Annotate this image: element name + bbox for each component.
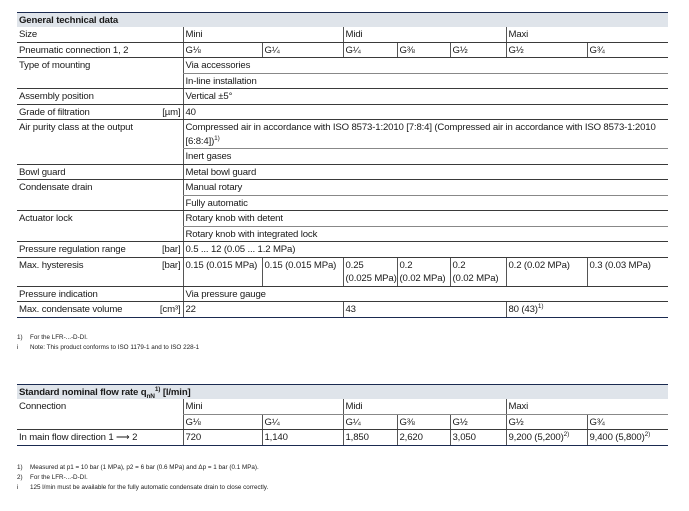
drain-value-1: Manual rotary — [183, 180, 668, 196]
footnote-ref: 2) — [563, 430, 570, 438]
footnote-mark: 1) — [17, 464, 23, 471]
mounting-value-1: Via accessories — [183, 58, 668, 74]
condensate-row — [17, 302, 668, 318]
note-text: 125 l/min must be available for the fully automatic condensate drain to close correctly. — [30, 484, 269, 491]
pressure-range-row — [17, 242, 668, 258]
cond-maxi — [506, 302, 668, 318]
flow-table-title — [17, 385, 668, 400]
pressure-indication-row — [17, 286, 668, 302]
pneu-cell: G¼ — [262, 42, 343, 58]
flow-pneu-row — [17, 414, 668, 430]
purity-label: Air purity class at the output — [19, 122, 133, 133]
info-icon: i — [17, 344, 19, 351]
mounting-row — [17, 58, 668, 74]
hyst-cell — [397, 257, 450, 286]
connection-label: Connection — [19, 401, 67, 412]
hyst-cell: 0.3 (0.03 MPa) — [587, 257, 668, 286]
footnote — [17, 463, 268, 473]
pind-label: Pressure indication — [17, 286, 183, 302]
hyst-value: 0.2 — [452, 259, 466, 271]
pneu-cell: G⅜ — [397, 414, 450, 430]
note — [17, 483, 268, 493]
footnote — [17, 473, 268, 483]
assembly-label: Assembly position — [17, 89, 183, 105]
drain-value-2: Fully automatic — [183, 195, 668, 211]
prange-label: Pressure regulation range — [17, 242, 155, 258]
hyst-value: 0.2 — [399, 259, 413, 271]
pind-value: Via pressure gauge — [183, 286, 668, 302]
cond-label: Max. condensate volume — [17, 302, 155, 318]
hysteresis-row — [17, 257, 668, 286]
flow-value: 3,050 — [450, 430, 506, 446]
size-row — [17, 27, 668, 42]
actuator-value-1: Rotary knob with detent — [183, 211, 668, 227]
cond-unit: [cm³] — [155, 302, 183, 318]
flow-value — [587, 430, 668, 446]
conn-mini: Mini — [183, 399, 343, 414]
size-maxi: Maxi — [506, 27, 668, 42]
purity-text: Compressed air in accordance with ISO 8573-1:2010 [7:8:4] (Compressed air in accordance with ISO 8573-1:2010 [6:8:4]) — [185, 122, 656, 147]
direction-label: In main flow direction 1 ⟶ 2 — [17, 430, 183, 446]
flow-value-text: 9,200 (5,200) — [508, 432, 564, 443]
assembly-value: Vertical ±5° — [183, 89, 668, 105]
cond-mini: 22 — [183, 302, 343, 318]
flow-value: 1,850 — [343, 430, 397, 446]
drain-row — [17, 180, 668, 196]
purity-value — [183, 120, 668, 149]
footnote-ref: 2) — [644, 430, 651, 438]
filtration-value: 40 — [183, 104, 668, 120]
bowl-value: Metal bowl guard — [183, 164, 668, 180]
pneu-cell: G½ — [506, 414, 587, 430]
table-title: General technical data — [17, 13, 668, 28]
flow-title-unit: [l/min] — [160, 387, 191, 398]
hyst-cell: 0.2 (0.02 MPa) — [506, 257, 587, 286]
size-midi: Midi — [343, 27, 506, 42]
hyst-value: 0.25 — [345, 259, 364, 271]
filtration-unit: [µm] — [155, 104, 183, 120]
footnote-text: For the LFR-...-D-DI. — [30, 334, 88, 341]
actuator-value-2: Rotary knob with integrated lock — [183, 226, 668, 242]
footnote-mark: 2) — [17, 474, 23, 481]
flow-direction-row — [17, 430, 668, 446]
hyst-label: Max. hysteresis — [17, 257, 155, 286]
pneu-cell: G¼ — [262, 414, 343, 430]
pneu-cell: G¾ — [587, 414, 668, 430]
hyst-cell — [343, 257, 397, 286]
pneu-cell: G⅛ — [183, 42, 262, 58]
note — [17, 343, 199, 353]
purity-value-2: Inert gases — [183, 149, 668, 165]
footnote-ref: 1) — [537, 302, 544, 310]
info-icon: i — [17, 484, 19, 491]
pneu-cell: G½ — [450, 42, 506, 58]
flow-value: 720 — [183, 430, 262, 446]
prange-unit: [bar] — [155, 242, 183, 258]
pneu-cell: G½ — [506, 42, 587, 58]
conn-maxi: Maxi — [506, 399, 668, 414]
purity-row — [17, 120, 668, 149]
conn-midi: Midi — [343, 399, 506, 414]
hyst-cell — [450, 257, 506, 286]
connection-row — [17, 399, 668, 414]
actuator-row — [17, 211, 668, 227]
mounting-label: Type of mounting — [19, 60, 91, 71]
flow-rate-table — [17, 384, 668, 446]
footnote-text: Measured at p1 = 10 bar (1 MPa), p2 = 6 bar (0.6 MPa) and Δp = 1 bar (0.1 MPa). — [30, 464, 259, 471]
drain-label: Condensate drain — [19, 182, 93, 193]
pneu-cell: G½ — [450, 414, 506, 430]
hyst-cell: 0.15 (0.015 MPa) — [262, 257, 343, 286]
cond-maxi-text: 80 (43) — [508, 304, 538, 315]
footnote-mark: 1) — [17, 334, 23, 341]
flow-title-subscript: nN — [146, 392, 155, 399]
pneu-cell: G¾ — [587, 42, 668, 58]
filtration-label: Grade of filtration — [17, 104, 155, 120]
general-technical-data-table — [17, 12, 668, 318]
pneu-cell: G¼ — [343, 414, 397, 430]
flow-title-text: Standard nominal flow rate q — [19, 387, 147, 398]
pneumatic-row — [17, 42, 668, 58]
cond-midi: 43 — [343, 302, 506, 318]
hyst-unit: [bar] — [155, 257, 183, 286]
footnotes-2 — [17, 463, 268, 493]
hyst-mpa: (0.02 MPa) — [452, 273, 499, 284]
size-label: Size — [17, 27, 183, 42]
footnote-ref: 1) — [154, 385, 161, 393]
hyst-mpa: (0.02 MPa) — [399, 273, 446, 284]
footnote-text: For the LFR-...-D-DI. — [30, 474, 88, 481]
pneu-cell: G¼ — [343, 42, 397, 58]
mounting-value-2: In-line installation — [183, 73, 668, 89]
footnotes-1 — [17, 333, 199, 353]
pneu-cell: G⅜ — [397, 42, 450, 58]
prange-value: 0.5 ... 12 (0.05 ... 1.2 MPa) — [183, 242, 668, 258]
footnote — [17, 333, 199, 343]
bowl-label: Bowl guard — [17, 164, 183, 180]
size-mini: Mini — [183, 27, 343, 42]
pneu-cell: G⅛ — [183, 414, 262, 430]
filtration-row — [17, 104, 668, 120]
assembly-row — [17, 89, 668, 105]
note-text: Note: This product conforms to ISO 1179-1 and to ISO 228-1 — [30, 344, 200, 351]
hyst-mpa: (0.025 MPa) — [345, 273, 397, 284]
footnote-ref: 1) — [214, 134, 220, 142]
flow-value-text: 9,400 (5,800) — [589, 432, 645, 443]
actuator-label: Actuator lock — [19, 213, 73, 224]
pneumatic-label: Pneumatic connection 1, 2 — [17, 42, 183, 58]
flow-value: 2,620 — [397, 430, 450, 446]
flow-value — [506, 430, 587, 446]
flow-value: 1,140 — [262, 430, 343, 446]
bowl-row — [17, 164, 668, 180]
hyst-cell: 0.15 (0.015 MPa) — [183, 257, 262, 286]
